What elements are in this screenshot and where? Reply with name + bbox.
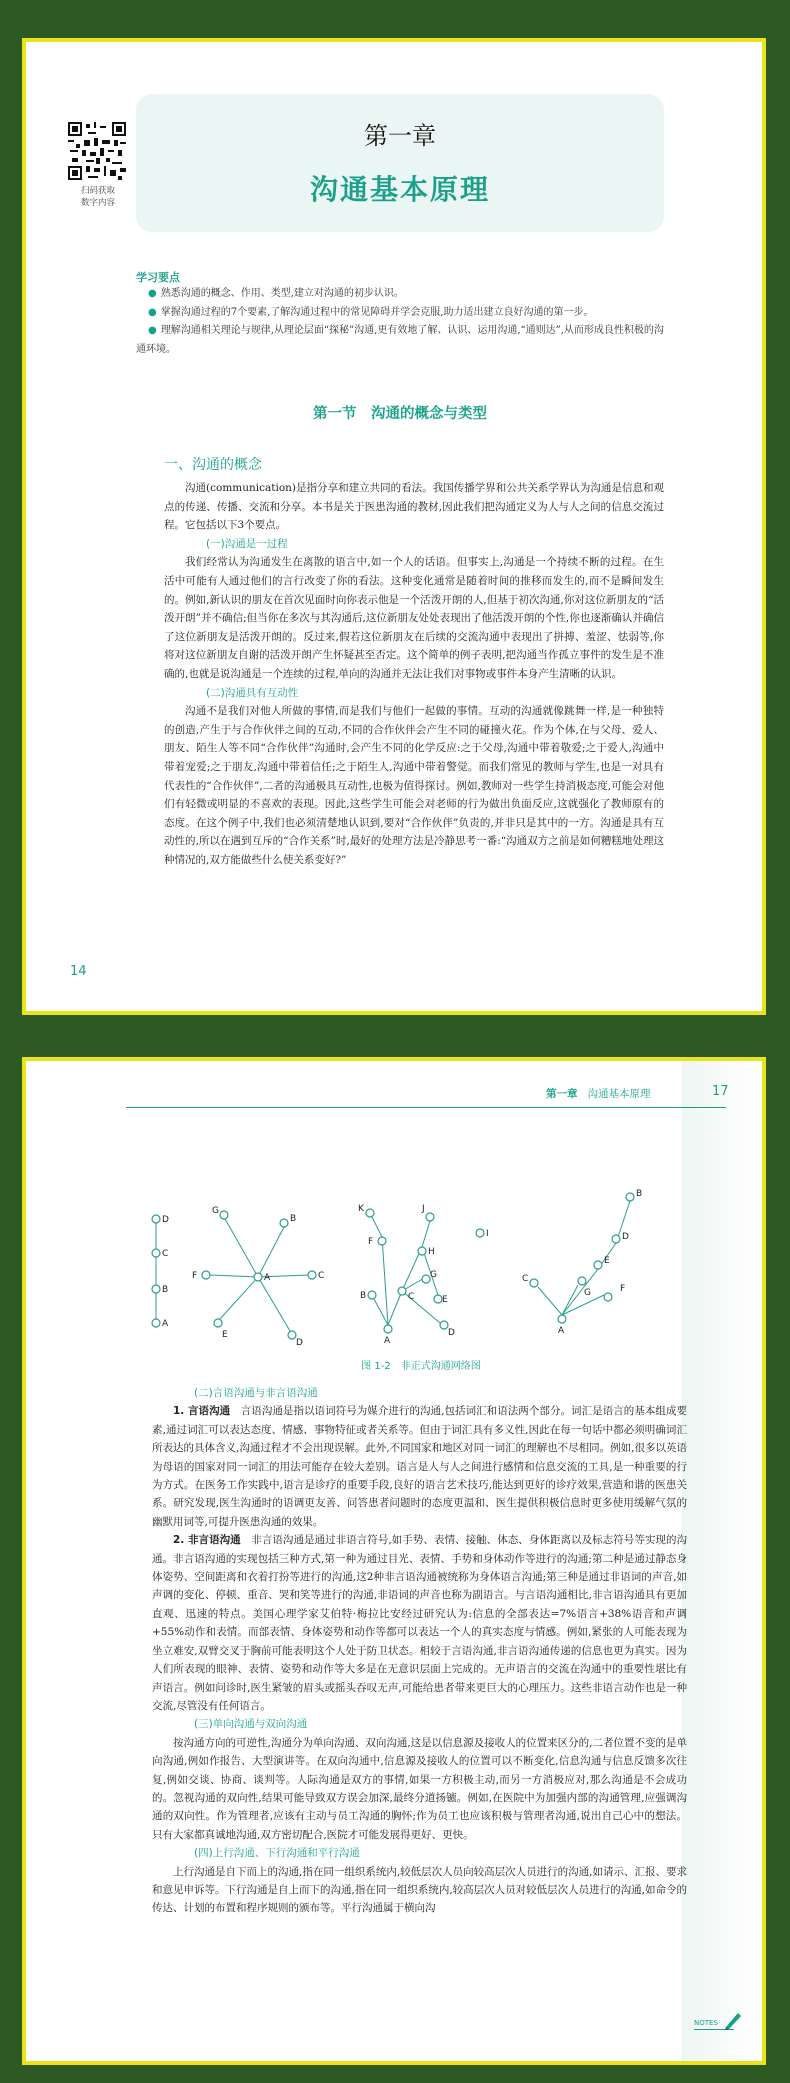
node-label: D (296, 1338, 303, 1348)
page-17 (22, 1057, 766, 2065)
running-header (546, 1086, 651, 1101)
node-label: K (358, 1204, 364, 1214)
page-14 (22, 38, 766, 1015)
node-label: D (448, 1328, 455, 1338)
node-label: E (222, 1330, 228, 1340)
chapter-number: 第一章 (364, 122, 436, 150)
paragraph: 沟通(communication)是指分享和建立共同的看法。我国传播学界和公共关系学界认为沟通是信息和观点的传递、传播、交流和分享。本书是关于医患沟通的教材,因此我们把沟通定义为人与人之间的信息交流过程。它包括以下3个要点。 (164, 482, 664, 532)
paragraph: 1. 言语沟通 言语沟通是指以语词符号为媒介进行的沟通,包括词汇和语法两个部分。词汇是语言的基本组成要素,通过词汇可以表达态度、情感、事物特征或者关系等。但由于词汇具有多义性,因此在每一句话中都必须明确词汇所表达的具体含义,沟通过程才不会出现误解。此外,不同国家和地区对同一词汇的理解也不尽相同。例如,很多以英语为母语的国家对同一词汇的用法可能存在较大差别。语言是人与人之间进行感情和信息交流的工具,是一种重要的行为方式。在医务工作实践中,语言是诊疗的重要手段,良好的语言艺术技巧,能达到更好的诊疗效果,营造和谐的医患关系。研究发现,医生沟通时的语调更友善、问答患者问题时的态度更温和、医生提供积极信息时更多使用缓解气氛的幽默用词等,可提升医患沟通的效果。 (152, 1405, 688, 1528)
node-label: B (360, 1291, 367, 1301)
node-label: A (384, 1336, 391, 1346)
chapter-header (136, 94, 664, 232)
qr-caption: 扫码获取 数字内容 (80, 186, 115, 208)
node-label: E (442, 1295, 448, 1305)
paragraph: 我们经常认为沟通发生在离散的语言中,如一个人的话语。但事实上,沟通是一个持续不断的过程。在生活中可能有人通过他们的言行改变了你的看法。这种变化通常是随着时间的推移而发生的,而不是瞬间发生的。例如,新认识的朋友在首次见面时向你表示他是一个活泼开朗的人,但基于初次沟通,你对这位新朋友的“活泼开朗”并不确信;但当你在多次与其沟通后,这位新朋友处处表现出了他活泼开朗的个性,你也逐渐确认并确信了这位新朋友是活泼开朗的。反过来,假若这位新朋友在后续的交流沟通中表现出了拼搏、羞涩、怯弱等,你将对这位新朋友自谢的活泼开朗产生怀疑甚至否定。这个简单的例子表明,把沟通当作孤立事件的发生是不准确的,也就是说沟通是一个连续的过程,单向的沟通并无法让我们对事物或事件本身产生清晰的认识。 (164, 556, 664, 680)
paragraph: 按沟通方向的可逆性,沟通分为单向沟通、双向沟通,这是以信息源及接收人的位置来区分的,二者位置不变的是单向沟通,例如作报告、大型演讲等。在双向沟通中,信息源及接收人的位置可以不断变化,信息沟通与信息反馈多次往复,例如交谈、协商、谈判等。人际沟通是双方的事情,如果一方积极主动,而另一方消极应对,那么沟通是不会成功的。忽视沟通的双向性,结果可能导致双方误会加深,最终分道扬镳。例如,在医院中为加强内部的沟通管理,应强调沟通的双向性。作为管理者,应该有主动与员工沟通的胸怀;作为员工也应该积极与管理者沟通,说出自己心中的想法。只有大家都真诚地沟通,双方密切配合,医院才可能发展得更好、更快。 (152, 1736, 688, 1841)
node-label: D (622, 1232, 629, 1242)
node-label: F (368, 1237, 374, 1247)
bullet-icon: ● (148, 325, 157, 336)
lead-nonverbal: 2. 非言语沟通 (173, 1534, 241, 1547)
qr-code-icon[interactable] (68, 122, 126, 180)
bullet-icon: ● (148, 288, 157, 299)
figure-caption: 图 1-2 非正式沟通网络图 (361, 1361, 481, 1372)
key-points-list (136, 285, 664, 359)
header-rule (126, 1107, 726, 1108)
node-label: I (486, 1229, 489, 1239)
node-label: G (212, 1206, 219, 1216)
informal-network-figure (126, 1119, 716, 1349)
paragraph: 沟通不是我们对他人所做的事情,而是我们与他们一起做的事情。互动的沟通就像跳舞一样,是一种独特的创造,产生于与合作伙伴之间的互动,不同的合作伙伴会产生不同的碰撞火花。作为个体,在与父母、爱人、朋友、陌生人等不同“合作伙伴”沟通时,会产生不同的化学反应:之于父母,沟通中带着敬爱;之于爱人,沟通中带着宠爱;之于朋友,沟通中带着信任;之于陌生人,沟通中带着警觉。而我们常见的教师与学生,也是一对具有代表性的“合作伙伴”,二者的沟通极具互动性,也极为值得探讨。例如,教师对一些学生持消极态度,可能会对他们有轻微或明显的不喜欢的表现。因此,这些学生可能会对老师的行为做出负面反应,这就强化了教师原有的态度。在这个例子中,我们也必须清楚地认识到,要对“合作伙伴”负责的,并非只是其中的一方。沟通是具有互动性的,所以在遇到互斥的“合作关系”时,最好的处理方法是冷静思考一番:“沟通双方之前是如何糟糕地处理这种情况的,双方能做些什么使关系变好?” (164, 705, 664, 866)
paragraph: 2. 非言语沟通 非言语沟通是通过非语言符号,如手势、表情、接触、体态、身体距离以及标志符号等实现的沟通。非言语沟通的实现包括三种方式,第一种为通过目光、表情、手势和身体动作等进行的沟通;第二种是通过静态身体姿势、空间距离和衣着打扮等进行的沟通,这2种非言语沟通被统称为身体语言沟通;第三种是通过非语词的声音,如声调的变化、停顿、重音、哭和笑等进行的沟通,非语词的声音也称为副语言。与言语沟通相比,非言语沟通具有更加直观、迅速的特点。美国心理学家艾伯特·梅拉比安经过研究认为:信息的全部表达=7%语言+38%语音和声调+55%动作和表情。而部表情、身体姿势和动作等都可以表达一个人的真实态度与情感。例如,紧张的人可能表现为坐立难安,双臂交叉于胸前可能表明这个人处于防卫状态。相较于言语沟通,非言语沟通传递的信息也更为真实。因为人们所表现的眼神、表情、姿势和动作等大多是在无意识层面上完成的。无声语言的交流在沟通中的重要性堪比有声语言。例如问诊时,医生紧皱的眉头或摇头吞叹无声,可能给患者带来更巨大的心理压力。这些非语言动作也是一种交流,尽管没有任何语言。 (152, 1534, 687, 1712)
paragraph: 上行沟通是自下而上的沟通,指在同一组织系统内,较低层次人员向较高层次人员进行的沟通,如请示、汇报、要求和意见申诉等。下行沟通是自上而下的沟通,指在同一组织系统内,较高层次人员对较低层次人员进行的沟通,如命令的传达、计划的布置和程序规则的颁布等。平行沟通属于横向沟 (152, 1865, 688, 1915)
node-label: F (620, 1284, 626, 1294)
node-label: G (584, 1288, 591, 1298)
bullet-icon: ● (148, 306, 157, 318)
key-points-title: 学习要点 (136, 271, 180, 284)
node-label: D (162, 1215, 169, 1225)
chapter-title: 沟通基本原理 (309, 173, 490, 206)
heading-updown: (四)上行沟通、下行沟通和平行沟通 (194, 1847, 360, 1860)
body-text (152, 1384, 687, 1918)
section-title: 第一节 沟通的概念与类型 (313, 406, 487, 422)
pen-icon (722, 2009, 744, 2031)
node-label: C (522, 1274, 529, 1284)
running-title: 沟通基本原理 (587, 1088, 651, 1100)
node-label: H (428, 1247, 435, 1257)
node-label: B (636, 1189, 643, 1199)
page-number: 14 (70, 964, 87, 979)
node-label: B (290, 1214, 297, 1224)
list-item: ● 理解沟通相关理论与规律,从理论层面“探秘”沟通,更有效地了解、认识、运用沟通,“通则达”,从而形成良性积极的沟通环境。 (136, 325, 664, 355)
heading-direction: (三)单向沟通与双向沟通 (194, 1718, 308, 1731)
heading-concept: 一、沟通的概念 (164, 457, 262, 473)
page-number: 17 (712, 1084, 729, 1099)
node-label: E (604, 1256, 610, 1266)
running-chapter: 第一章 (546, 1088, 578, 1100)
heading-process: (一)沟通是一过程 (206, 537, 288, 550)
node-label: B (162, 1285, 169, 1295)
notes-label: NOTES (694, 2019, 718, 2027)
heading-interaction: (二)沟通具有互动性 (206, 686, 299, 699)
node-label: A (264, 1273, 271, 1283)
node-label: G (430, 1270, 437, 1280)
node-label: J (422, 1204, 425, 1214)
heading-verbal: (二)言语沟通与非言语沟通 (194, 1387, 318, 1399)
node-label: C (162, 1249, 169, 1259)
node-label: A (558, 1326, 565, 1336)
list-item: ● 熟悉沟通的概念、作用、类型,建立对沟通的初步认识。 (148, 288, 404, 299)
node-label: A (162, 1319, 169, 1329)
node-label: C (408, 1292, 415, 1302)
node-label: F (192, 1271, 198, 1281)
node-label: C (318, 1271, 325, 1281)
list-item: ● 掌握沟通过程的7个要素,了解沟通过程中的常见障碍并学会克服,助力适出建立良好沟通的第一步。 (148, 306, 594, 318)
lead-verbal: 1. 言语沟通 (173, 1405, 231, 1418)
body-text (164, 479, 664, 869)
